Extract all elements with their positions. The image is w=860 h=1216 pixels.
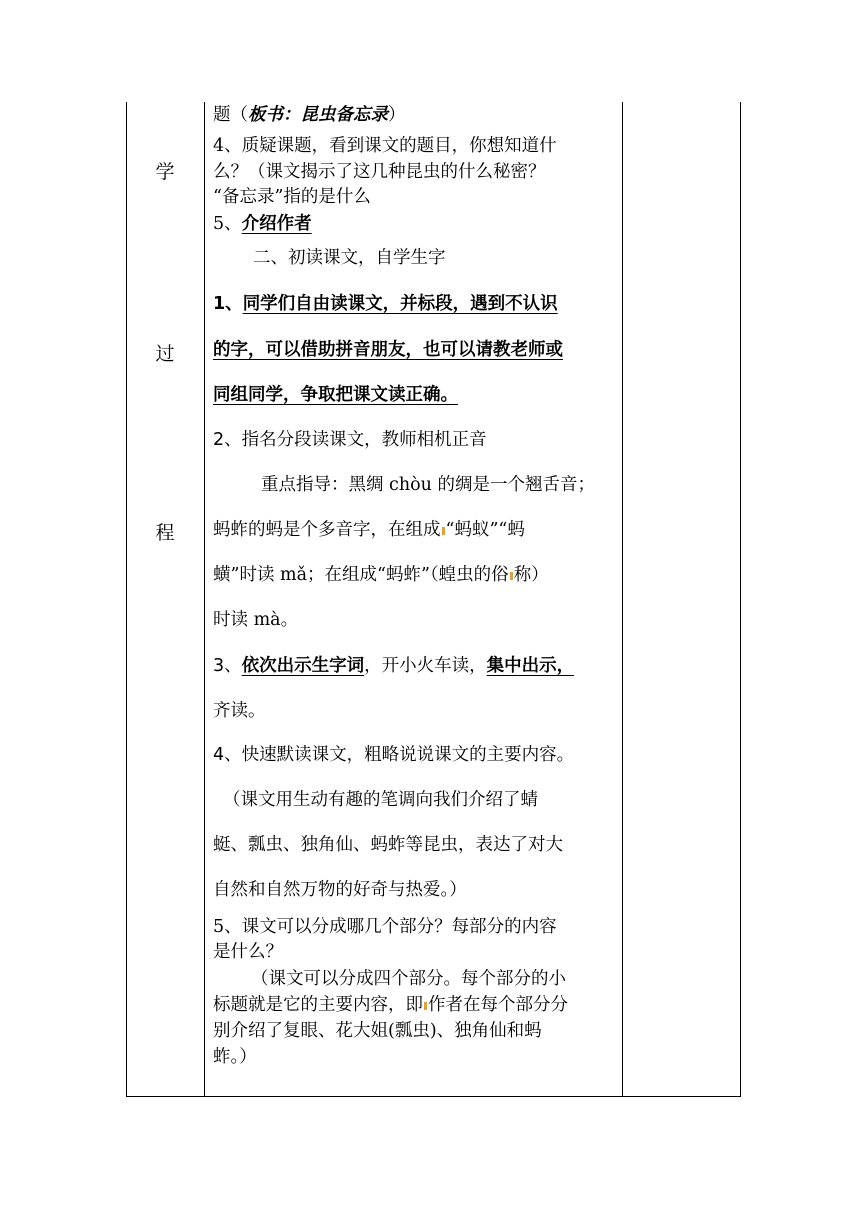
content-line-22: 是什么？ [213, 942, 283, 962]
content-line-10: 2、指名分段读课文，教师相机正音 [213, 430, 487, 450]
content-line-20: 自然和自然万物的好奇与热爱。） [213, 880, 467, 900]
table-border-col1 [204, 102, 205, 1096]
table-border-right [740, 102, 741, 1096]
content-line-12: 蚂蚱的蚂是个多音字，在组成 “蚂蚁”“蚂 [213, 520, 525, 540]
content-line-4: “备忘录”指的是什么 [213, 187, 371, 207]
table-border-left [126, 102, 127, 1096]
content-line-17: 4、快速默读课文，粗略说说课文的主要内容。 [213, 745, 575, 765]
content-line-5: 5、介绍作者 [213, 214, 312, 234]
content-line-3: 么？（课文揭示了这几种昆虫的什么秘密？ [213, 162, 546, 182]
side-label-guo: 过 [155, 343, 175, 365]
content-line-14: 时读 mà。 [213, 610, 299, 630]
content-line-18: （课文用生动有趣的笔调向我们介绍了蜻 [223, 790, 538, 810]
content-line-15: 3、依次出示生字词，开小火车读，集中出示， [213, 656, 575, 676]
content-line-23: （课文可以分成四个部分。每个部分的小 [251, 969, 566, 989]
section-heading-2: 二、初读课文，自学生字 [253, 248, 446, 268]
content-line-21: 5、课文可以分成哪几个部分？每部分的内容 [213, 917, 557, 937]
side-label-xue: 学 [155, 161, 175, 183]
edit-mark [442, 527, 445, 535]
content-line-7: 1、同学们自由读课文，并标段，遇到不认识 [213, 294, 558, 314]
edit-mark [510, 572, 513, 580]
content-line-25: 别介绍了复眼、花大姐(瓢虫)、独角仙和蚂 [213, 1021, 542, 1041]
content-line-19: 蜓、瓢虫、独角仙、蚂蚱等昆虫，表达了对大 [213, 835, 563, 855]
author-intro: 介绍作者 [241, 214, 312, 234]
table-border-bottom [126, 1096, 741, 1097]
table-border-col2 [622, 102, 623, 1096]
content-line-26: 蚱。） [213, 1047, 257, 1067]
content-line-13: 蟥”时读 mǎ；在组成“蚂蚱”（蝗虫的俗 称） [213, 565, 549, 585]
content-line-2: 4、质疑课题，看到课文的题目，你想知道什 [213, 136, 557, 156]
content-line-24: 标题就是它的主要内容，即 作者在每个部分分 [213, 995, 568, 1015]
content-line-9: 同组同学，争取把课文读正确。 [213, 385, 458, 405]
edit-mark [424, 1002, 427, 1010]
board-note: 板书：昆虫备忘录 [248, 105, 388, 125]
content-line-1: 题（板书：昆虫备忘录） [213, 105, 406, 125]
content-line-8: 的字，可以借助拼音朋友，也可以请教老师或 [213, 340, 563, 360]
content-line-11: 重点指导：黑绸 chòu 的绸是一个翘舌音； [261, 475, 596, 495]
side-label-cheng: 程 [155, 522, 175, 544]
content-line-16: 齐读。 [213, 701, 266, 721]
